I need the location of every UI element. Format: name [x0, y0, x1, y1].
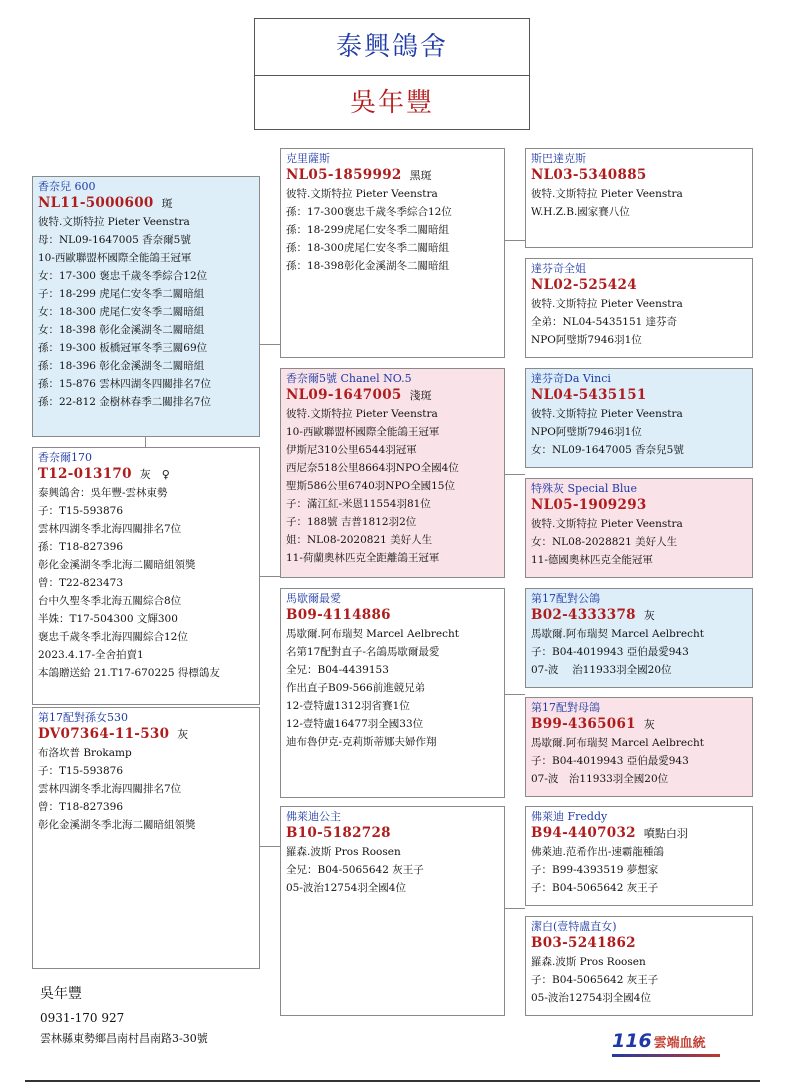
pedigree-line: 曾：T22-823473: [38, 577, 123, 589]
pedigree-line: 半姝：T17-504300 文輝300: [38, 613, 178, 625]
pedigree-line: W.H.Z.B.國家賽八位: [531, 206, 630, 218]
pedigree-line: 馬歇爾.阿布瑞契 Marcel Aelbrecht: [531, 628, 704, 640]
bird-name: 第17配對孫女530: [38, 711, 128, 724]
pedigree-line: 褒忠千歲冬季北海四關綜合12位: [38, 631, 188, 643]
pedigree-line: 台中久聖冬季北海五關綜合8位: [38, 595, 182, 607]
pedigree-line: 孫：19-300 板橋冠軍冬季三關69位: [38, 342, 208, 354]
pedigree-notes: [531, 843, 747, 897]
plumage-color: 灰: [177, 728, 189, 741]
pedigree-notes: [286, 405, 499, 567]
dam-sire-card: [280, 588, 505, 798]
pedigree-line: 羅森.波斯 Pros Roosen: [531, 956, 646, 968]
ring-number: DV07364-11-530 灰: [38, 726, 189, 742]
ring-number: NL09-1647005 淺斑: [286, 387, 432, 403]
pedigree-line: 11-荷蘭奧林匹克全距離鴿王冠軍: [286, 552, 440, 564]
brand-text: 雲端血統: [653, 1036, 706, 1051]
bird-name: 達芬奇Da Vinci: [531, 372, 611, 385]
plumage-color: 淺斑: [409, 389, 432, 402]
connector: [259, 344, 280, 345]
pedigree-line: 彼特.文斯特拉 Pieter Veenstra: [531, 518, 683, 530]
brand-logo: [612, 1030, 706, 1056]
pedigree-line: 女：NL09-1647005 香奈兒5號: [531, 444, 684, 456]
pedigree-line: 佛萊迪.范希作出-速霸龍種鴿: [531, 846, 664, 858]
pedigree-line: 馬歇爾.阿布瑞契 Marcel Aelbrecht: [286, 628, 459, 640]
ring-number: B99-4365061 灰: [531, 716, 655, 732]
pedigree-notes: [38, 484, 254, 682]
pedigree-line: 子：B04-4019943 亞伯最愛943: [531, 646, 689, 658]
pedigree-line: 子：B99-4393519 夢想家: [531, 864, 659, 876]
pedigree-line: 迪布魯伊克-克莉斯蒂娜夫婦作翔: [286, 736, 437, 748]
pedigree-line: 子：B04-4019943 亞伯最愛943: [531, 755, 689, 767]
pedigree-line: 女：NL08-2028821 美好人生: [531, 536, 678, 548]
dam-dam-card: [280, 806, 505, 1016]
pedigree-line: 孫：T18-827396: [38, 541, 123, 553]
pedigree-notes: [531, 185, 747, 221]
pedigree-line: 全弟：NL04-5435151 達芬奇: [531, 316, 678, 328]
bird-name: 第17配對公鴿: [531, 592, 600, 605]
pedigree-line: 孫：18-300虎尾仁安冬季二關暗組: [286, 242, 449, 254]
pedigree-line: 子：T15-593876: [38, 505, 123, 517]
ring-number: B94-4407032 噴點白羽: [531, 825, 688, 841]
pedigree-line: 彼特.文斯特拉 Pieter Veenstra: [531, 188, 683, 200]
pedigree-line: 子：B04-5065642 灰王子: [531, 882, 659, 894]
pedigree-line: 12-壹特盧16477羽全國33位: [286, 718, 424, 730]
pedigree-line: 彼特.文斯特拉 Pieter Veenstra: [531, 298, 683, 310]
pedigree-line: 女：17-300 褒忠千歲冬季綜合12位: [38, 270, 208, 282]
connector: [504, 694, 525, 695]
plumage-color: 黑斑: [409, 169, 432, 182]
pedigree-line: 孫：18-398彰化金溪湖冬二關暗組: [286, 260, 449, 272]
pedigree-line: 孫：18-299虎尾仁安冬季二關暗組: [286, 224, 449, 236]
ring-number: T12-013170 灰 ♀: [38, 466, 170, 482]
pedigree-line: 彰化金溪湖冬季北海二關暗組領獎: [38, 819, 196, 831]
ring-number: NL05-1859992 黑斑: [286, 167, 432, 183]
pedigree-line: 布洛坎普 Brokamp: [38, 747, 132, 759]
pedigree-line: 彼特.文斯特拉 Pieter Veenstra: [286, 408, 438, 420]
pedigree-line: 彼特.文斯特拉 Pieter Veenstra: [38, 216, 190, 228]
pedigree-line: 羅森.波斯 Pros Roosen: [286, 846, 401, 858]
pedigree-notes: [286, 625, 499, 751]
bird-name: 克里薩斯: [286, 152, 330, 165]
pedigree-line: 孫：18-396 彰化金溪湖冬二關暗組: [38, 360, 205, 372]
plumage-color: 灰 ♀: [139, 468, 170, 481]
pedigree-notes: [531, 405, 747, 459]
title-block: [254, 18, 530, 130]
pedigree-line: 名第17配對直子-名鴿馬歇爾最愛: [286, 646, 440, 658]
footer-address: 雲林縣東勢鄉昌南村昌南路3-30號: [40, 1032, 208, 1045]
pedigree-notes: [531, 625, 747, 679]
pedigree-line: 彼特.文斯特拉 Pieter Veenstra: [286, 188, 438, 200]
pedigree-line: 07-波 治11933羽全國20位: [531, 773, 669, 785]
great-grandparent-card-7: [525, 806, 753, 906]
pedigree-line: 孫：22-812 金樹林春季二關排名7位: [38, 396, 211, 408]
pedigree-line: 伊斯尼310公里6544羽冠軍: [286, 444, 417, 456]
footer-owner: 吳年豐: [40, 986, 82, 1002]
connector: [259, 576, 280, 577]
pedigree-notes: [286, 185, 499, 275]
pedigree-line: 作出直子B09-566前進競兄弟: [286, 682, 426, 694]
pedigree-line: 11-德國奧林匹克全能冠軍: [531, 554, 653, 566]
pedigree-line: 孫：17-300褒忠千歲冬季綜合12位: [286, 206, 452, 218]
bird-name: 佛萊迪 Freddy: [531, 810, 608, 823]
pedigree-line: 泰興鴿舍：吳年豐-雲林東勢: [38, 487, 168, 499]
pedigree-line: 母：NL09-1647005 香奈爾5號: [38, 234, 191, 246]
connector: [259, 846, 280, 847]
owner-name: 吳年豐: [349, 88, 434, 118]
pedigree-line: 子：18-299 虎尾仁安冬季二關暗組: [38, 288, 205, 300]
pedigree-notes: [286, 843, 499, 897]
pedigree-line: 全兄：B04-5065642 灰王子: [286, 864, 424, 876]
pedigree-line: 曾：T18-827396: [38, 801, 123, 813]
pedigree-line: 子：188號 吉普1812羽2位: [286, 516, 417, 528]
great-grandparent-card-4: [525, 478, 753, 578]
great-grandparent-card-5: [525, 588, 753, 688]
subject-card: [32, 176, 260, 437]
bird-name: 馬歇爾最愛: [286, 592, 341, 605]
pedigree-line: 10-西歐聯盟杯國際全能鴿王冠軍: [38, 252, 192, 264]
pedigree-line: 子：B04-5065642 灰王子: [531, 974, 659, 986]
pedigree-line: 姐：NL08-2020821 美好人生: [286, 534, 433, 546]
plumage-color: 噴點白羽: [643, 827, 688, 840]
pedigree-line: 本鴿贈送給 21.T17-670225 得標鴿友: [38, 667, 220, 679]
pedigree-line: 全兄：B04-4439153: [286, 664, 389, 676]
pedigree-line: 05-波治12754羽全國4位: [531, 992, 651, 1004]
brand-underline: [612, 1054, 720, 1057]
sire-sire-card: [280, 148, 505, 358]
pedigree-line: 05-波治12754羽全國4位: [286, 882, 406, 894]
plumage-color: 灰: [643, 718, 655, 731]
bird-name: 潔白(壹特盧直女): [531, 920, 617, 933]
plumage-color: 斑: [161, 197, 173, 210]
connector: [145, 437, 146, 447]
great-grandparent-card-8: [525, 916, 753, 1016]
pedigree-line: 彰化金溪湖冬季北海二關暗組領獎: [38, 559, 196, 571]
ring-number: NL04-5435151: [531, 387, 647, 403]
pedigree-notes: [531, 953, 747, 1007]
pedigree-notes: [38, 744, 254, 834]
pedigree-line: 孫：15-876 雲林四湖冬四關排名7位: [38, 378, 211, 390]
loft-name: 泰興鴿舍: [255, 19, 529, 76]
pedigree-line: 西尼奈518公里8664羽NPO全國4位: [286, 462, 459, 474]
bird-name: 香奈爾170: [38, 451, 92, 464]
ring-number: NL03-5340885: [531, 167, 647, 183]
bird-name: 香奈爾5號 Chanel NO.5: [286, 372, 412, 385]
brand-number: 116: [612, 1030, 652, 1052]
pedigree-line: 雲林四湖冬季北海四關排名7位: [38, 523, 182, 535]
pedigree-line: 女：18-300 虎尾仁安冬季二關暗組: [38, 306, 205, 318]
plumage-color: 灰: [643, 609, 655, 622]
pedigree-line: 馬歇爾.阿布瑞契 Marcel Aelbrecht: [531, 737, 704, 749]
bird-name: 斯巴達克斯: [531, 152, 586, 165]
pedigree-line: 子：滿江紅-米恩11554羽81位: [286, 498, 431, 510]
connector: [504, 474, 525, 475]
pedigree-line: 2023.4.17-全舍拍賣1: [38, 649, 144, 661]
pedigree-notes: [531, 295, 747, 349]
great-grandparent-card-1: [525, 148, 753, 248]
bird-name: 佛萊迪公主: [286, 810, 341, 823]
pedigree-line: 12-壹特盧1312羽省賽1位: [286, 700, 410, 712]
pedigree-notes: [531, 515, 747, 569]
ring-number: NL05-1909293: [531, 497, 647, 513]
connector: [504, 240, 525, 241]
pedigree-line: 聖斯586公里6740羽NPO全國15位: [286, 480, 455, 492]
ring-number: B02-4333378 灰: [531, 607, 655, 623]
connector: [504, 908, 525, 909]
dam-card: [32, 447, 260, 705]
pedigree-line: NPO阿璧斯7946羽1位: [531, 426, 642, 438]
ring-number: B03-5241862: [531, 935, 636, 951]
footer-phone: 0931-170 927: [40, 1011, 125, 1025]
bird-name: 達芬奇全姐: [531, 262, 586, 275]
pedigree-line: 女：18-398 彰化金溪湖冬二關暗組: [38, 324, 205, 336]
great-grandparent-card-6: [525, 697, 753, 797]
ring-number: B10-5182728: [286, 825, 391, 841]
pedigree-line: NPO阿璧斯7946羽1位: [531, 334, 642, 346]
great-grandparent-card-3: [525, 368, 753, 468]
bottom-divider: [25, 1080, 760, 1082]
pedigree-notes: [531, 734, 747, 788]
pedigree-line: 子：T15-593876: [38, 765, 123, 777]
pedigree-line: 07-波 治11933羽全國20位: [531, 664, 672, 676]
pedigree-line: 10-西歐聯盟杯國際全能鴿王冠軍: [286, 426, 440, 438]
great-grandparent-card-2: [525, 258, 753, 358]
ring-number: NL02-525424: [531, 277, 637, 293]
pedigree-line: 雲林四湖冬季北海四關排名7位: [38, 783, 182, 795]
ring-number: NL11-5000600 斑: [38, 195, 173, 211]
ring-number: B09-4114886: [286, 607, 391, 623]
bird-name: 特殊灰 Special Blue: [531, 482, 638, 495]
bird-name: 第17配對母鴿: [531, 701, 600, 714]
pedigree-notes: [38, 213, 254, 411]
sire-dam-card: [280, 368, 505, 578]
pedigree-line: 彼特.文斯特拉 Pieter Veenstra: [531, 408, 683, 420]
bird-name: 香奈兒 600: [38, 180, 96, 193]
granddam-card: [32, 707, 260, 969]
